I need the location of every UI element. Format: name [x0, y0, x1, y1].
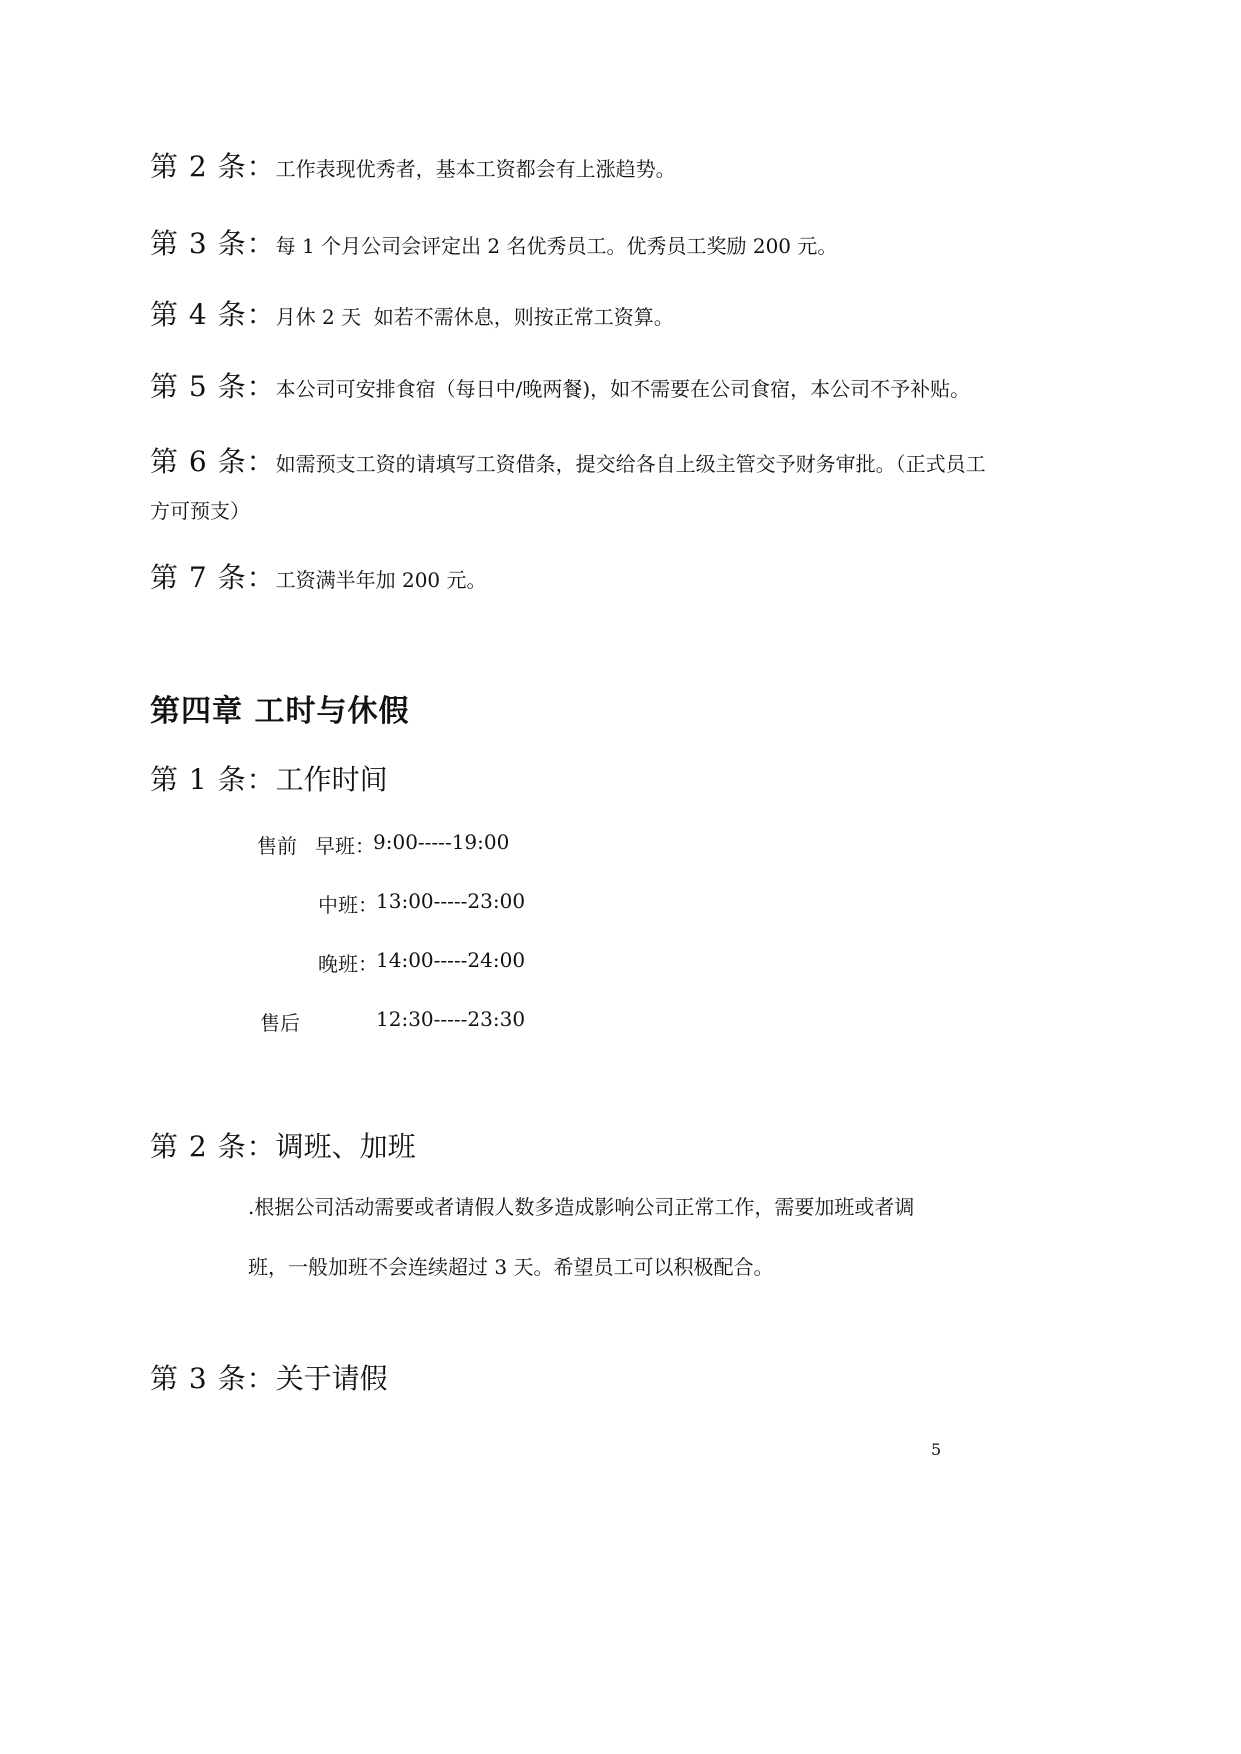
article-label: 第 4 条：: [150, 298, 276, 331]
article-title: 工作时间: [275, 763, 388, 796]
schedule-time: 14:00-----24:00: [376, 948, 526, 972]
article-label: 第 6 条：: [150, 445, 276, 478]
article-text: 如需预支工资的请填写工资借条，提交给各自上级主管交予财务审批。（正式员工: [275, 452, 986, 476]
ch4-article-3-heading: [150, 1357, 388, 1397]
article-3: [150, 222, 837, 262]
article-label: 第 1 条：: [150, 763, 276, 796]
ch4-article-1-heading: [150, 758, 388, 798]
ch4-article-2-heading: [150, 1125, 416, 1165]
article-label: 第 2 条：: [150, 1130, 276, 1163]
page-number: 5: [931, 1440, 942, 1459]
article-title: 关于请假: [275, 1362, 388, 1395]
article-text: 工资满半年加 200 元。: [275, 568, 487, 592]
article-label: 第 3 条：: [150, 1362, 276, 1395]
schedule-group: 售前: [257, 834, 297, 858]
schedule-time: 13:00-----23:00: [376, 889, 526, 913]
schedule-time: 9:00-----19:00: [373, 830, 510, 854]
article-5: [150, 365, 970, 405]
article-7: [150, 556, 487, 596]
article-6-continuation: 方可预支）: [150, 499, 250, 523]
chapter-title: 第四章 工时与休假: [150, 694, 410, 729]
article-label: 第 5 条：: [150, 370, 276, 403]
article-text: 每 1 个月公司会评定出 2 名优秀员工。优秀员工奖励 200 元。: [275, 234, 838, 258]
article-4: [150, 293, 674, 333]
article-6: [150, 440, 986, 480]
ch4-article-2-body: .根据公司活动需要或者请假人数多造成影响公司正常工作，需要加班或者调班，一般加班不会连续超过 3 天。希望员工可以积极配合。: [248, 1195, 915, 1279]
article-label: 第 7 条：: [150, 561, 276, 594]
article-label: 第 2 条：: [150, 150, 276, 183]
schedule-time: 12:30-----23:30: [376, 1007, 526, 1031]
article-text: 工作表现优秀者，基本工资都会有上涨趋势。: [275, 157, 676, 181]
article-title: 调班、加班: [275, 1130, 416, 1163]
article-text: 本公司可安排食宿（每日中/晚两餐)，如不需要在公司食宿，本公司不予补贴。: [275, 377, 971, 401]
article-label: 第 3 条：: [150, 227, 276, 260]
article-text: 月休 2 天 如若不需休息，则按正常工资算。: [275, 305, 674, 329]
schedule-shift: 早班：: [315, 834, 375, 858]
schedule-shift: 晚班：: [318, 952, 378, 976]
article-2: [150, 145, 676, 185]
schedule-group: 售后: [260, 1011, 300, 1035]
schedule-shift: 中班：: [318, 893, 378, 917]
